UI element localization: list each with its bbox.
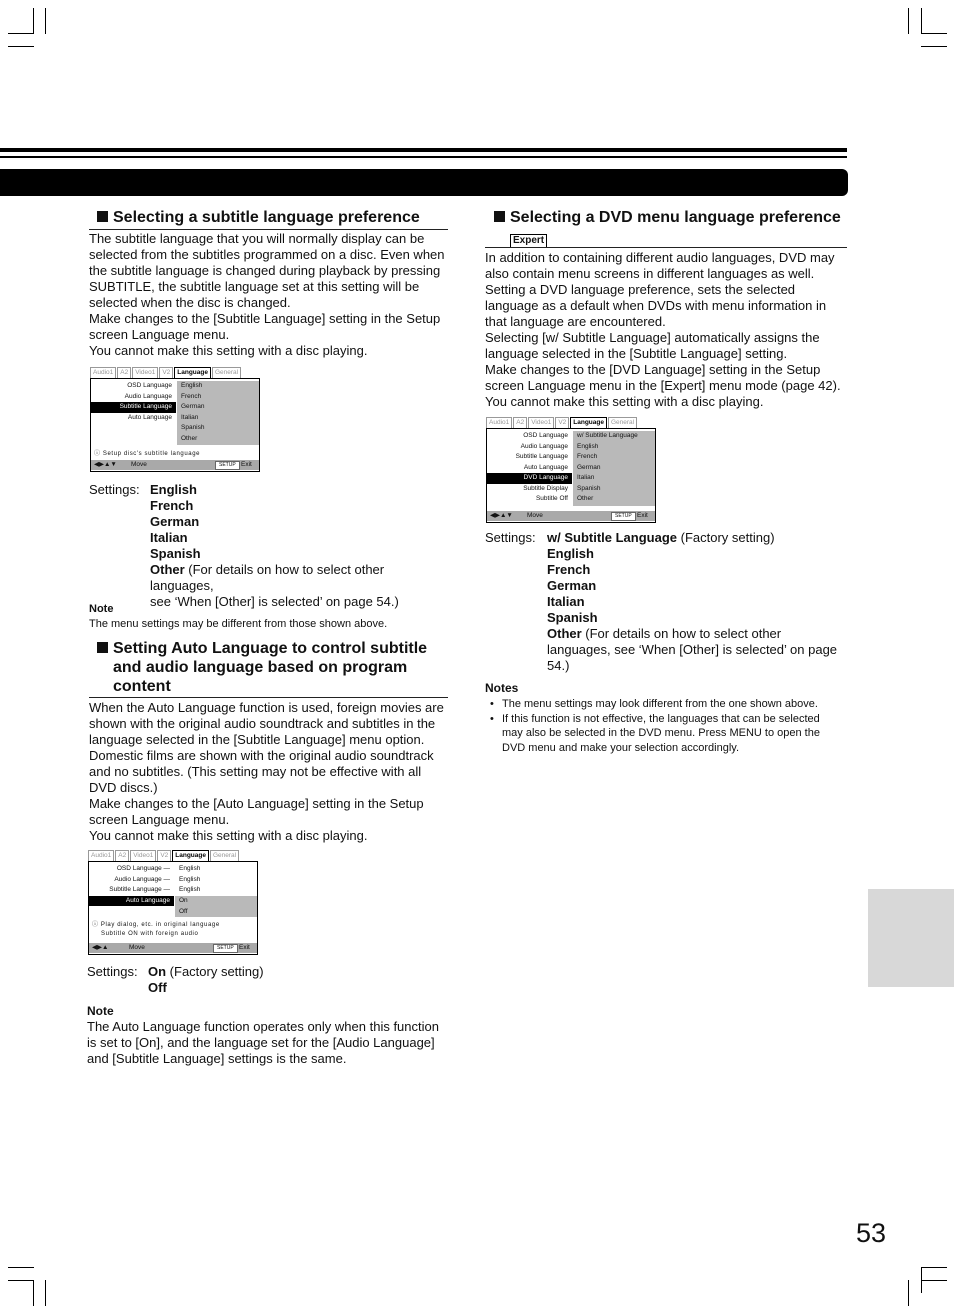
settings-label: Settings:	[485, 530, 536, 545]
info-text: Play dialog, etc. in original language	[100, 922, 220, 928]
crop-mark	[33, 8, 34, 34]
option[interactable]: German	[181, 403, 205, 410]
exit-label: Exit	[637, 512, 648, 519]
setting-value: Off	[148, 980, 167, 995]
menu-value: English	[179, 886, 201, 893]
note-item	[485, 697, 849, 712]
menu-item-selected[interactable]: DVD Language	[487, 473, 572, 484]
menu-item[interactable]: Subtitle Language —	[109, 886, 170, 893]
arrow-keys-icon: ◀▶▲▼	[94, 461, 117, 468]
screen-info	[92, 921, 220, 939]
option[interactable]: Other	[181, 434, 198, 442]
note-text: The menu settings may be different from those shown above.	[89, 618, 388, 630]
page-number: 53	[856, 1218, 887, 1248]
header-rule-thin	[0, 156, 847, 158]
expert-badge-label: Expert	[510, 234, 547, 248]
expert-badge	[510, 230, 547, 248]
setting-value: Italian	[150, 530, 188, 545]
option[interactable]: Spanish	[577, 484, 601, 492]
menu-item-selected[interactable]: Subtitle Language	[91, 402, 176, 413]
text-line: The Auto Language function operates only when this function	[87, 1019, 439, 1034]
side-tab	[868, 889, 954, 987]
setting-value: German	[150, 514, 200, 529]
bullet-icon: •	[490, 712, 494, 725]
info-icon: ⓘ	[94, 451, 101, 457]
text-line: selected when the disc is changed.	[89, 295, 291, 310]
text-line: is set to [On], and the language set for the [Audio Language]	[87, 1035, 435, 1050]
exit-label: Exit	[241, 461, 252, 468]
option[interactable]: French	[181, 392, 202, 400]
crop-mark	[921, 8, 922, 34]
setting-note: (For details on how to select other	[581, 626, 782, 641]
crop-mark	[921, 1280, 947, 1281]
screen-tabs	[90, 367, 242, 377]
text-line: Setting a DVD language preference, sets the selected	[485, 282, 796, 297]
setting-value: English	[547, 546, 594, 561]
settings-values	[150, 482, 451, 610]
text-line: screen Language menu.	[89, 812, 230, 827]
option[interactable]: German	[577, 463, 601, 471]
crop-mark	[8, 33, 34, 34]
settings-values	[547, 530, 847, 674]
info-text: Subtitle ON with foreign audio	[101, 931, 199, 937]
setting-value: English	[150, 482, 197, 497]
note-title: Note	[89, 603, 114, 615]
arrow-keys-icon: ◀▶▲	[92, 944, 109, 951]
text-line: the subtitle language is changed during playback by pressing	[89, 263, 441, 278]
move-label: Move	[131, 461, 147, 468]
menu-item[interactable]: Audio Language	[520, 442, 568, 450]
square-bullet-icon	[494, 211, 505, 222]
text-line: The subtitle language that you will normally display can be	[89, 231, 425, 246]
option-list	[177, 381, 259, 445]
text-line: You cannot make this setting with a disc playing.	[89, 828, 368, 843]
screen-body	[90, 378, 260, 472]
setting-value: Spanish	[150, 546, 201, 561]
text-line: When the Auto Language function is used, foreign movies are	[89, 700, 444, 715]
setting-value: Italian	[547, 594, 585, 609]
text-line: DVD discs.)	[89, 780, 158, 795]
menu-value: English	[179, 865, 201, 872]
option[interactable]: Off	[179, 907, 188, 915]
option-list	[175, 896, 257, 917]
setup-button[interactable]: SETUP	[213, 944, 238, 953]
setting-value: German	[547, 578, 597, 593]
divider	[89, 229, 448, 230]
text-line: The menu settings may look different from the one shown above.	[502, 698, 818, 710]
text-line: may also be selected in the DVD menu. Press MENU to open the	[502, 727, 820, 739]
tab-a2[interactable]: A2	[117, 367, 131, 378]
option[interactable]: On	[179, 897, 188, 904]
menu-item[interactable]: Subtitle Display	[523, 484, 568, 492]
section-body	[89, 231, 451, 359]
crop-mark	[921, 46, 947, 47]
menu-item[interactable]: Auto Language	[523, 463, 568, 471]
text-line: shown with the original audio soundtrack and subtitles in the	[89, 716, 436, 731]
option-list	[573, 431, 655, 506]
text-line: Make changes to the [DVD Language] setting in the Setup	[485, 362, 821, 377]
divider	[485, 247, 847, 248]
section-title: Selecting a subtitle language preference	[113, 209, 420, 226]
note-body	[87, 1019, 451, 1067]
menu-items	[91, 381, 176, 423]
text-line: Make changes to the [Subtitle Language] setting in the Setup	[89, 311, 441, 326]
arrow-keys-icon: ◀▶▲▼	[490, 512, 513, 519]
tab-general[interactable]: General	[210, 850, 239, 861]
tab-general[interactable]: General	[608, 417, 637, 428]
note-item	[485, 712, 849, 756]
setting-note: languages, see ‘When [Other] is selected’ on page	[547, 642, 838, 657]
tab-general[interactable]: General	[212, 367, 241, 378]
tab-a2[interactable]: A2	[115, 850, 129, 861]
option[interactable]: Italian	[181, 413, 199, 421]
option[interactable]: English	[577, 442, 599, 450]
tab-audio1[interactable]: Audio1	[90, 367, 116, 378]
tab-video1[interactable]: Video1	[132, 367, 158, 378]
text-line: Domestic films are shown with the original audio soundtrack	[89, 748, 434, 763]
tab-language[interactable]: Language	[570, 417, 607, 428]
screen-tabs	[486, 417, 638, 427]
menu-item[interactable]: OSD Language	[523, 432, 568, 439]
info-text: Setup disc's subtitle language	[102, 451, 201, 457]
section-heading	[494, 208, 841, 227]
option[interactable]: Spanish	[181, 424, 205, 431]
menu-item[interactable]: Audio Language —	[114, 875, 170, 883]
setting-value: On	[148, 964, 167, 979]
tab-v2[interactable]: V2	[555, 417, 569, 428]
text-line: DVD menu and make your selection accordingly.	[502, 741, 740, 754]
tab-v2[interactable]: V2	[159, 367, 173, 378]
option[interactable]: French	[577, 453, 598, 460]
text-line: screen Language menu.	[89, 327, 230, 342]
menu-items	[89, 864, 174, 906]
crop-mark	[8, 1280, 34, 1281]
screen-footer	[487, 511, 655, 521]
setup-screen	[88, 850, 258, 954]
screen-footer	[89, 943, 257, 953]
screen-tabs	[88, 850, 240, 860]
menu-item[interactable]: Subtitle Off	[535, 495, 568, 502]
section-body	[485, 250, 849, 410]
setup-button[interactable]: SETUP	[611, 512, 636, 521]
setting-value: French	[150, 498, 194, 513]
bullet-icon: •	[490, 698, 494, 710]
square-bullet-icon	[97, 642, 108, 653]
settings-values	[148, 964, 264, 996]
menu-item[interactable]: Audio Language	[124, 392, 172, 400]
text-line: language selected in the [Subtitle Language] menu option.	[89, 732, 425, 747]
text-line: You cannot make this setting with a disc playing.	[89, 343, 368, 358]
text-line: In addition to containing different audio languages, DVD may	[485, 250, 835, 265]
header-band	[0, 169, 848, 196]
text-line: that language are encountered.	[485, 314, 666, 329]
section-heading	[97, 639, 451, 696]
setup-button[interactable]: SETUP	[215, 461, 240, 470]
text-line: language as a default when DVDs with menu information in	[485, 298, 827, 313]
setting-value: Spanish	[547, 610, 598, 625]
crop-mark	[8, 1267, 34, 1268]
setting-value: Other	[150, 562, 185, 577]
note-title: Note	[87, 1004, 114, 1018]
menu-item[interactable]: OSD Language —	[116, 865, 170, 872]
tab-audio1[interactable]: Audio1	[88, 850, 114, 861]
screen-footer	[91, 460, 259, 470]
crop-mark	[921, 1267, 947, 1268]
text-line: If this function is not effective, the languages that can be selected	[502, 712, 820, 725]
info-icon: ⓘ	[92, 922, 99, 928]
value-list	[175, 864, 257, 896]
menu-item-selected[interactable]: Auto Language	[89, 896, 174, 907]
setting-note: (Factory setting)	[677, 530, 775, 545]
setting-value: Other	[547, 626, 582, 641]
text-line: and [Subtitle Language] settings is the same.	[87, 1051, 347, 1066]
move-label: Move	[527, 512, 543, 519]
square-bullet-icon	[97, 211, 108, 222]
option[interactable]: English	[181, 382, 203, 389]
section-title: Selecting a DVD menu language preference	[510, 209, 841, 226]
settings-label: Settings:	[87, 964, 138, 979]
settings-block	[485, 530, 849, 674]
setting-value: French	[547, 562, 591, 577]
text-line: Make changes to the [Auto Language] setting in the Setup	[89, 796, 424, 811]
option[interactable]: Italian	[577, 474, 595, 481]
tab-language[interactable]: Language	[174, 367, 211, 378]
setting-note: (For details on how to select other languages,	[150, 562, 385, 593]
menu-item[interactable]: OSD Language	[127, 382, 172, 389]
screen-info	[94, 448, 200, 457]
crop-mark	[45, 8, 46, 34]
setting-note: 54.)	[547, 658, 570, 673]
move-label: Move	[129, 944, 145, 951]
text-line: language selected in the [Subtitle Language] setting.	[485, 346, 788, 361]
section-title: content	[113, 678, 171, 695]
setting-note: (Factory setting)	[166, 964, 264, 979]
screen-body	[486, 428, 656, 523]
crop-mark	[908, 8, 909, 34]
text-line: also contain menu screens in different languages as well.	[485, 266, 815, 281]
option[interactable]: Other	[577, 495, 594, 502]
tab-language[interactable]: Language	[172, 850, 209, 861]
notes-list	[485, 697, 849, 755]
setting-value: w/ Subtitle Language	[547, 530, 678, 545]
tab-video1[interactable]: Video1	[528, 417, 554, 428]
section-heading	[97, 208, 420, 227]
tab-audio1[interactable]: Audio1	[486, 417, 512, 428]
option[interactable]: w/ Subtitle Language	[577, 432, 638, 439]
setting-note: see ‘When [Other] is selected’ on page 54.)	[150, 594, 399, 609]
text-line: selected from the subtitles programmed on a disc. Even when	[89, 247, 445, 262]
text-line: and no subtitles. (This setting may not be effective with all	[89, 764, 422, 779]
notes-title: Notes	[485, 681, 519, 695]
text-line: screen Language menu in the [Expert] menu mode (page 42).	[485, 378, 841, 393]
crop-mark	[8, 46, 34, 47]
menu-items	[487, 431, 572, 505]
setup-screen	[486, 417, 656, 522]
settings-label: Settings:	[89, 482, 140, 497]
section-title: Setting Auto Language to control subtitle	[113, 640, 428, 657]
menu-item[interactable]: Auto Language	[127, 413, 172, 421]
menu-value: English	[179, 875, 201, 883]
header-rule	[0, 148, 847, 152]
tab-a2[interactable]: A2	[513, 417, 527, 428]
tab-v2[interactable]: V2	[157, 850, 171, 861]
crop-mark	[45, 1280, 46, 1306]
setup-screen	[90, 367, 260, 471]
exit-label: Exit	[239, 944, 250, 951]
section-title: and audio language based on program	[113, 659, 408, 676]
text-line: Selecting [w/ Subtitle Language] automatically assigns the	[485, 330, 820, 345]
section-body	[89, 700, 451, 844]
divider	[89, 697, 448, 698]
settings-block	[87, 964, 387, 998]
crop-mark	[908, 1280, 909, 1306]
crop-mark	[33, 1280, 34, 1306]
menu-item[interactable]: Subtitle Language	[515, 453, 568, 460]
text-line: You cannot make this setting with a disc playing.	[485, 394, 764, 409]
text-line: SUBTITLE, the subtitle language set at this setting will be	[89, 279, 420, 294]
crop-mark	[921, 33, 947, 34]
screen-body	[88, 861, 258, 955]
tab-video1[interactable]: Video1	[130, 850, 156, 861]
